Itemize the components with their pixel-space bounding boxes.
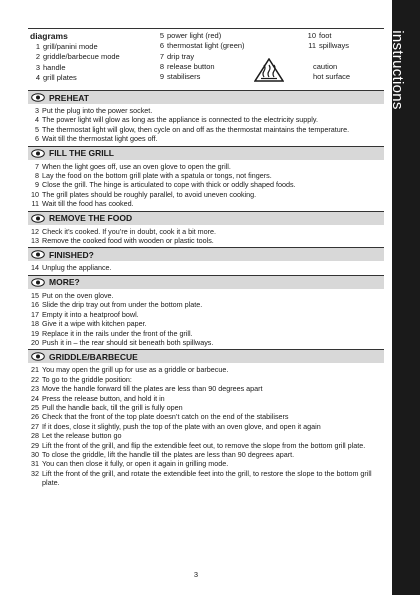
diagram-key-item (306, 41, 349, 51)
step-number: 25 (31, 402, 39, 412)
step-item (28, 338, 384, 347)
step-item (28, 125, 384, 134)
step-number: 15 (31, 290, 39, 300)
diagram-key-number: 11 (308, 41, 316, 51)
diagrams-col-3 (306, 31, 349, 52)
step-number: 31 (31, 459, 39, 469)
step-item (28, 180, 384, 189)
step-item (28, 431, 384, 440)
step-number: 16 (31, 300, 39, 310)
diagrams-col-2 (154, 31, 245, 82)
hot-surface-warning-icon (254, 58, 284, 82)
section-title: MORE? (49, 277, 80, 288)
step-item (28, 329, 384, 338)
diagram-key-label: griddle/barbecue mode (43, 52, 120, 62)
diagram-key-label: thermostat light (green) (167, 41, 245, 51)
diagram-key-item (30, 63, 120, 73)
diagram-key-label: spillways (319, 41, 350, 51)
step-text: The thermostat light will glow, then cycle on and off as the thermostat maintains the temperature. (42, 124, 350, 134)
step-text: Unplug the appliance. (42, 263, 112, 273)
step-text: Wait till the food has cooked. (42, 199, 134, 209)
step-number: 23 (31, 384, 39, 394)
step-text: When the light goes off, use an oven glove to open the grill. (42, 161, 231, 171)
step-item (28, 365, 384, 374)
step-text: To go to the griddle position: (42, 374, 132, 384)
step-item (28, 310, 384, 319)
step-number: 19 (31, 328, 39, 338)
step-text: Replace it in the rails under the front of the grill. (42, 328, 193, 338)
eye-icon (31, 352, 45, 361)
hot-surface-text: hot surface (313, 72, 351, 82)
section-title: REMOVE THE FOOD (49, 213, 133, 224)
eye-icon (31, 149, 45, 158)
section-header-more (28, 275, 384, 289)
diagram-key-item (30, 42, 120, 52)
step-text: Press the release button, and hold it in (42, 393, 165, 403)
step-item (28, 171, 384, 180)
eye-icon (31, 278, 45, 287)
diagram-key-item (154, 52, 245, 62)
step-item (28, 394, 384, 403)
step-number: 20 (31, 337, 39, 347)
step-item (28, 459, 384, 468)
diagram-key-number: 3 (35, 62, 40, 72)
section-header-griddle-barbecue (28, 349, 384, 363)
section-title: FILL THE GRILL (49, 148, 115, 159)
diagram-key-number: 2 (35, 52, 40, 62)
diagram-key-item (306, 31, 349, 41)
diagram-key-item (154, 62, 245, 72)
step-item (28, 134, 384, 143)
step-item (28, 236, 384, 245)
step-item (28, 190, 384, 199)
diagram-key-number: 8 (159, 61, 164, 71)
step-number: 6 (35, 134, 39, 144)
step-number: 14 (31, 263, 39, 273)
diagram-key-number: 5 (159, 31, 164, 40)
diagram-key-label: release button (167, 61, 215, 71)
step-text: Let the release button go (42, 431, 122, 441)
section-header-finished (28, 247, 384, 261)
step-item (28, 291, 384, 300)
step-number: 13 (31, 236, 39, 246)
step-text: The power light will glow as long as the appliance is connected to the electricity supply. (42, 115, 318, 125)
step-item (28, 375, 384, 384)
step-text: Put the plug into the power socket. (42, 106, 153, 115)
step-item (28, 227, 384, 236)
section-header-remove-the-food (28, 211, 384, 225)
diagram-key-label: grill plates (43, 72, 77, 82)
step-list (28, 104, 384, 144)
step-list (28, 289, 384, 347)
page-number: 3 (193, 570, 199, 579)
step-text: Check it’s cooked. If you’re in doubt, cook it a bit more. (42, 226, 217, 236)
step-number: 27 (31, 421, 39, 431)
section-tab-label: instructions (389, 30, 406, 110)
step-text: Empty it into a heatproof bowl. (42, 309, 139, 319)
step-text: Slide the drip tray out from under the bottom plate. (42, 300, 203, 310)
step-item (28, 450, 384, 459)
step-number: 21 (31, 365, 39, 375)
step-text: Close the grill. The hinge is articulated to cope with thick or oddly shaped foods. (42, 180, 296, 190)
step-text: Push it in – the rear should sit beneath both spillways. (42, 337, 214, 347)
step-item (28, 199, 384, 208)
diagrams-key (28, 28, 384, 88)
section-header-fill-the-grill (28, 146, 384, 160)
diagram-key-label: handle (43, 62, 66, 72)
step-item (28, 319, 384, 328)
diagram-key-label: drip tray (167, 51, 195, 61)
step-text: The grill plates should be roughly parallel, to avoid uneven cooking. (42, 189, 257, 199)
step-number: 12 (31, 226, 39, 236)
step-text: You can then close it fully, or open it again in grilling mode. (42, 459, 229, 469)
page-content (28, 28, 384, 488)
step-text: Check that the front of the top plate doesn’t catch on the end of the stabilisers (42, 412, 289, 422)
diagram-key-label: grill/panini mode (43, 42, 98, 51)
diagram-key-number: 1 (35, 42, 40, 51)
step-number: 18 (31, 319, 39, 329)
step-item (28, 422, 384, 431)
step-item (28, 106, 384, 115)
step-item (28, 384, 384, 393)
section-title: PREHEAT (49, 92, 89, 103)
diagram-key-label: stabilisers (167, 72, 201, 82)
diagram-key-item (30, 52, 120, 62)
step-number: 32 (31, 468, 39, 478)
step-text: Lay the food on the bottom grill plate with a spatula or tongs, not fingers. (42, 171, 272, 181)
step-text: You may open the grill up for use as a griddle or barbecue. (42, 365, 229, 375)
eye-icon (31, 250, 45, 259)
eye-icon (31, 93, 45, 102)
step-text: Give it a wipe with kitchen paper. (42, 319, 147, 329)
step-number: 28 (31, 431, 39, 441)
step-text: If it does, close it slightly, push the top of the plate with an oven glove, and open it again (42, 421, 321, 431)
step-list (28, 363, 384, 487)
diagram-key-label: foot (319, 31, 332, 40)
diagram-key-number: 4 (35, 72, 40, 82)
step-number: 9 (35, 180, 39, 190)
step-number: 22 (31, 374, 39, 384)
step-item (28, 469, 384, 488)
section-header-preheat (28, 90, 384, 104)
diagram-key-number: 6 (159, 41, 164, 51)
step-item (28, 263, 384, 272)
diagrams-col-1 (30, 31, 120, 83)
step-item (28, 162, 384, 171)
step-list (28, 261, 384, 272)
step-number: 17 (31, 309, 39, 319)
eye-icon (31, 214, 45, 223)
step-list (28, 225, 384, 246)
step-text: To close the griddle, lift the handle till the plates are less than 90 degrees apart. (42, 449, 295, 459)
step-text: Remove the cooked food with wooden or plastic tools. (42, 236, 214, 246)
diagram-key-label: power light (red) (167, 31, 222, 40)
step-list (28, 160, 384, 209)
diagram-key-number: 9 (159, 72, 164, 82)
step-number: 29 (31, 440, 39, 450)
step-number: 11 (31, 199, 39, 209)
diagram-key-item (30, 73, 120, 83)
diagram-key-item (154, 41, 245, 51)
caution-text: caution (313, 62, 338, 71)
step-number: 30 (31, 449, 39, 459)
step-text: Put on the oven glove. (42, 290, 114, 300)
step-number: 24 (31, 393, 39, 403)
diagram-key-number: 7 (159, 51, 164, 61)
section-title: FINISHED? (49, 249, 94, 260)
step-text: Lift the front of the grill, and flip the extendible feet out, to remove the slope from the bottom grill plate. (42, 440, 366, 450)
step-item (28, 403, 384, 412)
step-number: 3 (35, 106, 39, 115)
diagram-key-number: 10 (307, 31, 316, 40)
step-number: 10 (31, 189, 39, 199)
step-number: 26 (31, 412, 39, 422)
step-number: 8 (35, 171, 39, 181)
step-number: 5 (35, 124, 39, 134)
step-item (28, 441, 384, 450)
step-item (28, 300, 384, 309)
step-text: Lift the front of the grill, and rotate the extendible feet into the grill, to restore the slope to the bottom grill plate. (42, 468, 372, 488)
diagram-key-item (154, 72, 245, 82)
step-item (28, 412, 384, 421)
step-text: Wait till the thermostat light goes off. (42, 134, 158, 144)
step-number: 4 (35, 115, 39, 125)
caution-label (313, 62, 350, 83)
step-text: Move the handle forward till the plates are less than 90 degrees apart (42, 384, 263, 394)
section-title: GRIDDLE/BARBECUE (49, 351, 138, 362)
diagram-key-item (154, 31, 245, 41)
step-number: 7 (35, 161, 39, 171)
diagrams-title: diagrams (30, 31, 68, 41)
step-text: Pull the handle back, till the grill is fully open (42, 402, 183, 412)
step-item (28, 115, 384, 124)
